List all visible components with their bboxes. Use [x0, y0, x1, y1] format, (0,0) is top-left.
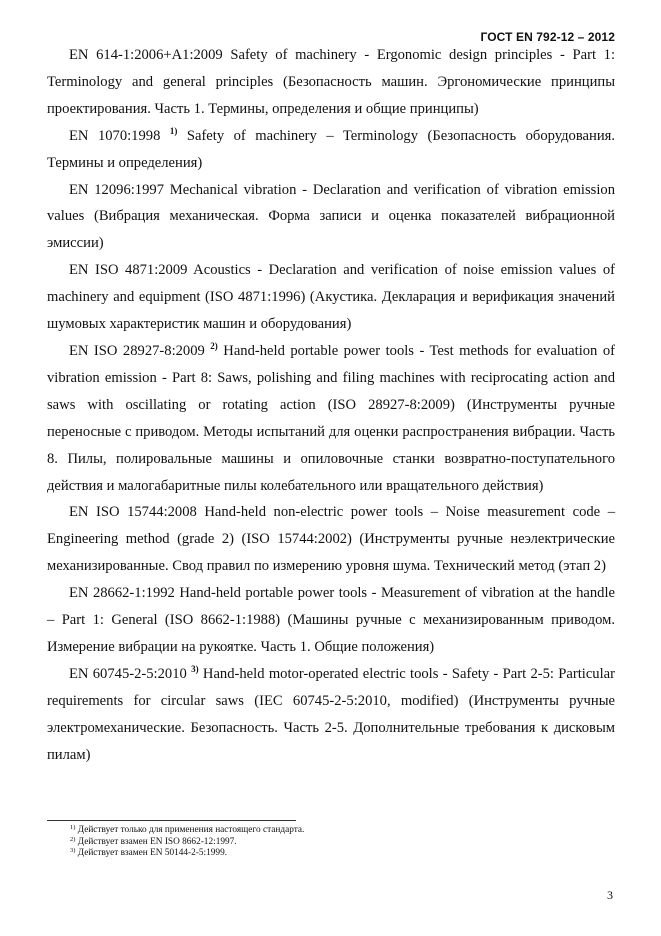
reference-text: Safety of machinery - Ergonomic design principles - Part 1: Terminology and general principles (Безопасность машин. Эргономические принципы проектирования. Часть 1. Термины, определения и общие принципы) — [47, 47, 615, 117]
footnote-text: Действует только для применения настоящего стандарта. — [75, 825, 305, 835]
reference-paragraph — [47, 661, 615, 769]
reference-paragraph — [47, 580, 615, 661]
reference-paragraph — [47, 338, 615, 499]
footnote-marker: 3) — [191, 663, 199, 674]
footnote-text: Действует взамен EN 50144-2-5:1999. — [75, 848, 228, 859]
reference-text: Mechanical vibration - Declaration and verification of vibration emission values (Вибрация механическая. Форма записи и оценка показателей вибрационной эмиссии) — [47, 181, 615, 252]
reference-code: EN 614-1:2006+A1:2009 — [69, 47, 223, 63]
reference-paragraph — [47, 123, 615, 177]
footnotes — [70, 825, 610, 860]
reference-code: EN 12096:1997 — [69, 181, 164, 198]
reference-text: Hand-held motor-operated electric tools - Safety - Part 2-5: Particular requirements for circular saws (IEC 60745-2-5:2010, modified) (Инструменты ручные электромеханические. Безопасность. Часть 2-5. Дополнительные требования к дисковым пилам) — [47, 665, 615, 763]
footnote-mark: 1) — [70, 824, 76, 831]
reference-text: Hand-held portable power tools - Measurement of vibration at the handle – Part 1: General (ISO 8662-1:1988) (Машины ручные с механизированным приводом. Измерение вибрации на рукоятке. Часть 1. Общие положения) — [47, 585, 615, 655]
footnote — [70, 848, 610, 860]
reference-paragraph — [47, 499, 615, 580]
footnote — [70, 825, 610, 837]
reference-text: Safety of machinery – Terminology (Безопасность оборудования. Термины и определения) — [47, 127, 615, 171]
reference-paragraph — [47, 177, 615, 258]
reference-code: EN 60745-2-5:2010 — [69, 665, 192, 682]
footnote-text: Действует взамен EN ISO 8662-12:1997. — [75, 836, 237, 847]
reference-code: EN ISO 4871:2009 — [69, 262, 188, 279]
reference-text: Hand-held non-electric power tools – Noise measurement code – Engineering method (grade 2) (ISO 15744:2002) (Инструменты ручные неэлектрические механизированные. Свод правил по измерению уровня шума. Технический метод (этап 2) — [47, 504, 615, 575]
page-number: 3 — [607, 888, 613, 902]
reference-text: Hand-held portable power tools - Test methods for evaluation of vibration emission - Part 8: Saws, polishing and filing machines with reciprocating action and saws with oscillating or rotating action (ISO 28927-8:2009) (Инструменты ручные переносные с приводом. Методы испытаний для оценки распространения вибрации. Часть 8. Пилы, полировальные машины и опиловочные станки возвратно-поступательного действия и малогабаритные пилы колебательного или вращательного действия) — [47, 342, 615, 494]
normative-references-body — [47, 42, 615, 768]
footnote-mark: 3) — [70, 847, 76, 855]
reference-code: EN 28662-1:1992 — [69, 585, 175, 602]
reference-code: EN ISO 28927-8:2009 — [69, 342, 211, 359]
reference-text: Acoustics - Declaration and verification of noise emission values of machinery and equipment (ISO 4871:1996) (Акустика. Декларация и верификация значений шумовых характеристик машин и оборудования) — [47, 262, 615, 333]
reference-code: EN 1070:1998 — [69, 127, 170, 144]
footnote — [70, 837, 610, 849]
document-code-header: ГОСТ EN 792-12 – 2012 — [480, 30, 615, 44]
footnote-mark: 2) — [70, 835, 76, 843]
reference-code: EN ISO 15744:2008 — [69, 504, 197, 521]
footnote-marker: 2) — [210, 340, 218, 351]
reference-paragraph — [47, 257, 615, 338]
reference-paragraph — [47, 42, 615, 123]
footnote-divider — [47, 820, 296, 821]
footnote-marker: 1) — [169, 125, 178, 136]
